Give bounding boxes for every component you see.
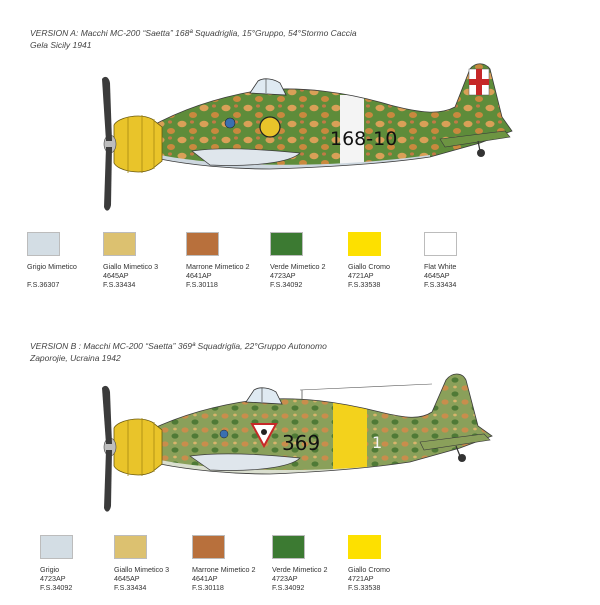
swatch-name: Marrone Mimetico 2 <box>192 565 256 574</box>
version-b-title <box>30 340 327 364</box>
swatch-name: Verde Mimetico 2 <box>270 262 326 271</box>
swatch-code: 4723AP <box>40 574 66 583</box>
swatch-fs: F.S.36307 <box>27 280 60 289</box>
swatch-a-6 <box>424 232 506 289</box>
swatch-fs: F.S.33434 <box>114 583 147 592</box>
color-chip <box>40 535 73 559</box>
swatch-fs: F.S.34092 <box>270 280 303 289</box>
swatch-name: Giallo Mimetico 3 <box>103 262 159 271</box>
swatch-a-2 <box>103 232 185 289</box>
color-chip <box>348 232 381 256</box>
color-chip <box>186 232 219 256</box>
swatch-a-4 <box>270 232 352 289</box>
swatch-b-1 <box>40 535 122 592</box>
fuselage-code-b: 369 <box>282 431 321 455</box>
color-chip <box>424 232 457 256</box>
swatch-b-3 <box>192 535 274 592</box>
version-a-title-line2: Gela Sicily 1941 <box>30 40 92 50</box>
swatch-fs: F.S.33434 <box>103 280 136 289</box>
swatch-name: Grigio Mimetico <box>27 262 77 271</box>
color-swatches-b <box>0 535 600 605</box>
swatch-name: Giallo Cromo <box>348 565 390 574</box>
version-a-title <box>30 27 357 51</box>
fuselage-code-a: 168-10 <box>330 128 398 150</box>
color-chip <box>114 535 147 559</box>
swatch-fs: F.S.33538 <box>348 583 381 592</box>
color-chip <box>270 232 303 256</box>
swatch-fs: F.S.30118 <box>186 280 218 289</box>
swatch-a-5 <box>348 232 430 289</box>
version-a-title-line1: VERSION A: Macchi MC-200 “Saetta” 168ª Squadriglia, 15°Gruppo, 54°Stormo Caccia <box>30 28 357 38</box>
swatch-code: 4645AP <box>103 271 129 280</box>
swatch-a-3 <box>186 232 268 289</box>
swatch-code: 4645AP <box>424 271 450 280</box>
version-b-title-line1: VERSION B : Macchi MC-200 “Saetta” 369ª Squadriglia, 22°Gruppo Autonomo <box>30 341 327 351</box>
swatch-name: Marrone Mimetico 2 <box>186 262 250 271</box>
swatch-fs: F.S.34092 <box>272 583 305 592</box>
swatch-name: Grigio <box>40 565 60 574</box>
swatch-code: 4641AP <box>186 271 212 280</box>
swatch-code: 4721AP <box>348 271 374 280</box>
swatch-code: 4723AP <box>272 574 298 583</box>
swatch-fs: F.S.33434 <box>424 280 457 289</box>
aircraft-profile-a <box>0 55 600 220</box>
version-b-title-line2: Zaporojie, Ucraina 1942 <box>30 353 121 363</box>
color-swatches-a <box>0 232 600 302</box>
color-chip <box>348 535 381 559</box>
color-chip <box>272 535 305 559</box>
color-chip <box>27 232 60 256</box>
swatch-a-1 <box>27 232 109 289</box>
color-chip <box>192 535 225 559</box>
swatch-name: Giallo Mimetico 3 <box>114 565 170 574</box>
swatch-name: Giallo Cromo <box>348 262 390 271</box>
swatch-code: 4721AP <box>348 574 374 583</box>
fuselage-number-b: 1 <box>372 433 383 452</box>
swatch-name: Flat White <box>424 262 457 271</box>
aircraft-profile-b <box>0 370 600 530</box>
swatch-code: 4641AP <box>192 574 218 583</box>
swatch-b-2 <box>114 535 196 592</box>
swatch-name: Verde Mimetico 2 <box>272 565 328 574</box>
swatch-fs: F.S.30118 <box>192 583 224 592</box>
swatch-fs: F.S.33538 <box>348 280 381 289</box>
swatch-b-5 <box>348 535 430 592</box>
swatch-code: 4645AP <box>114 574 140 583</box>
swatch-code: 4723AP <box>270 271 296 280</box>
swatch-b-4 <box>272 535 354 592</box>
color-chip <box>103 232 136 256</box>
swatch-fs: F.S.34092 <box>40 583 73 592</box>
